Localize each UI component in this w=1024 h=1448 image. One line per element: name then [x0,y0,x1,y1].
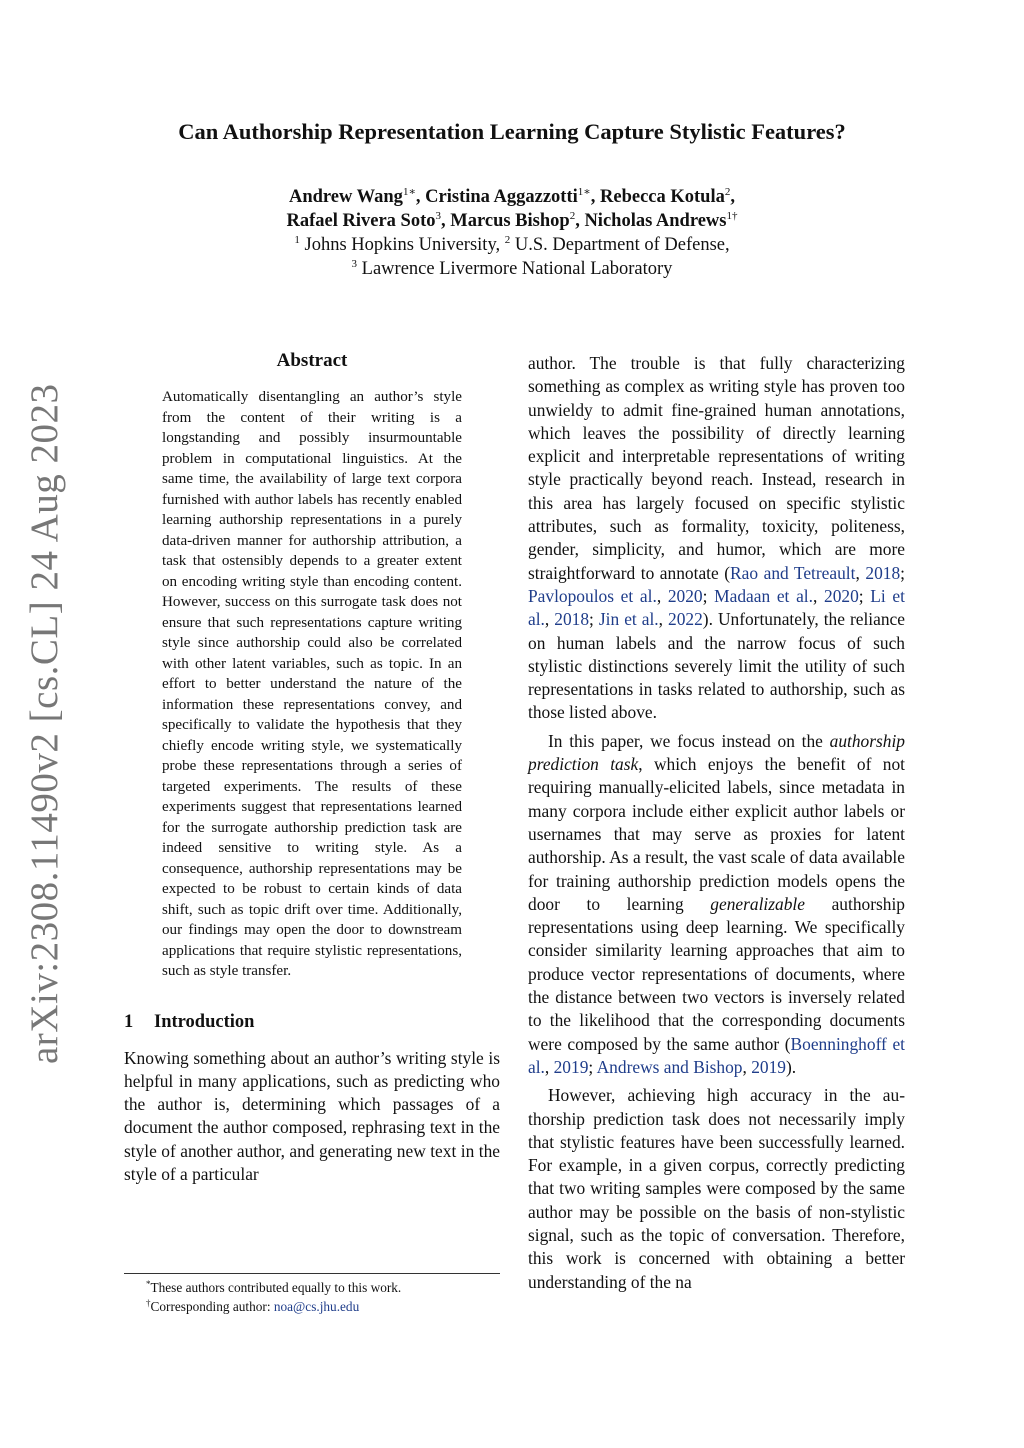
section-number: 1 [124,1011,134,1032]
affiliation-mark: 3 [351,258,358,270]
author-affiliation-mark: 1∗ [402,186,416,198]
intro-paragraph-4: However, achieving high accuracy in the authorship prediction task does not necessarily imply that stylistic features have been successfully learned. For example, in a given corpus, correctly predicting that two writing samples were composed by the same author may be possible on the basis of non-stylistic signal, such as the topic of conversation. Therefore, this work is concerned with obtaining a better understanding of the na [528,1085,905,1292]
affiliation-mark: 1 [294,234,300,246]
affiliation: U.S. Department of Defense, [514,235,730,255]
citation-link[interactable]: Pavlopoulos et al. [528,585,657,606]
author-name: Nicholas Andrews [584,211,727,231]
citation-link[interactable]: 2019 [553,1056,589,1077]
affiliation-line-1 [0,233,1024,257]
affiliation-mark: 2 [504,234,511,246]
author-affiliation-mark: 2 [724,186,731,198]
citation-link[interactable]: Boenninghoff et al. [528,1033,905,1077]
citation-link[interactable]: 2022 [668,609,703,630]
citation-link[interactable]: 2018 [865,562,901,583]
citation-link[interactable]: Madaan et al. [714,585,813,606]
intro-paragraph-1: Knowing something about an author’s writing style is helpful in many applications, such as predicting who the author is, determining which passages of a document the author composed, rephrasing text in the style of another author, and generating new text in the style of a particular [124,1047,500,1184]
intro-paragraph-3: In this paper, we focus instead on the authorship prediction task, which enjoys the benefit of not requiring manually-elicited labels, since metadata in many corpora include either explicit author labels or usernames that may serve as proxies for latent authorship. As a result, the vast scale of data available for training authorship prediction models opens the door to learning generalizable authorship representations using deep learning. We specifically consider similarity learning approaches that aim to produce vector representations of documents, where the distance between two vectors is inversely related to the likelihood that the corresponding documents were composed by the same author (Boenninghoff et al., 2019; Andrews and Bishop, 2019). [528,730,905,1077]
citation-link[interactable]: Rao and Tetreault [730,562,856,583]
abstract-text: Automatically disentangling an author’s style from the content of their writing is a longstanding and possibly insurmountable problem in computational linguistics. At the same time, the availability of large text corpora furnished with author labels has recently enabled learning authorship representations in a purely data-driven manner for authorship attribution, a task that ostensibly depends to a greater extent on encoding writing style than encoding content. However, success on this surrogate task does not ensure that such representations capture writing style since authorship could also be correlated with other latent variables, such as topic. In an effort to better understand the nature of the information these representations convey, and specifically to validate the hypothesis that they chiefly encode writing style, we systematically probe these representations through a series of targeted experiments. The results of these experiments suggest that representations learned for the surrogate authorship prediction task are indeed sensitive to writing style. As a consequence, authorship representations may be expected to be robust to certain kinds of data shift, such as topic drift over time. Additionally, our findings may open the door to downstream applications that require stylistic representations, such as style transfer. [162,389,462,979]
right-column [528,352,905,1294]
affiliation: Johns Hopkins University, [304,235,501,255]
citation-link[interactable]: Jin et al. [598,609,659,630]
abstract-heading: Abstract [276,350,348,371]
author-affiliation-mark: 2 [569,210,576,222]
author-affiliation-mark: 3 [435,210,442,222]
citation-link[interactable]: 2020 [824,585,859,606]
intro-paragraph-2: author. The trouble is that fully characterizing something as complex as writing style has proven too unwieldy to admit fine-grained human annotations, which leaves the possibility of directly learning explicit and interpretable representations of writing style practically beyond reach. Instead, research in this area has largely focused on specific stylistic attributes, such as formality, toxicity, politeness, gender, simplicity, and humor, which are more straightforward to annotate (Rao and Tetreault, 2018; Pavlopoulos et al., 2020; Madaan et al., 2020; Li et al., 2018; Jin et al., 2022). Unfortunately, the reliance on human labels and the narrow focus of such stylistic distinctions severely limit the utility of such representations in tasks related to authorship, such as those listed above. [528,353,905,723]
section-heading-introduction [124,1012,500,1033]
author-line-1: Andrew Wang$^{1∗}$, Cristina Aggazzotti$^{1∗}$, Rebecca Kotula$^2$, [288,186,735,207]
citation-link[interactable]: 2020 [667,585,703,606]
citation-link[interactable]: 2019 [751,1056,786,1077]
author-name: Rafael Rivera Soto [286,211,436,231]
footnote-equal-contribution: *These authors contributed equally to this work. [146,1279,402,1295]
author-name: Marcus Bishop [450,211,570,231]
affiliation: Lawrence Livermore National Laboratory [361,259,673,279]
author-name: Andrew Wang [288,187,403,207]
footnote-mark: * [146,1279,151,1289]
citation-link[interactable]: Andrews and Bishop [596,1056,743,1077]
section-title: Introduction [154,1011,255,1032]
email-link[interactable]: noa@cs.jhu.edu [273,1299,360,1314]
author-block [0,185,1024,281]
left-column [124,350,500,1186]
author-name: Cristina Aggazzotti [425,187,578,207]
citation-link[interactable]: 2018 [554,609,590,630]
author-name: Rebecca Kotula [600,187,725,207]
author-affiliation-mark: 1∗ [577,186,591,198]
arxiv-identifier: arXiv:2308.11490v2 [cs.CL] 24 Aug 2023 [23,383,66,1064]
affiliation-line-2 [0,257,1024,281]
citation-link[interactable]: Li et al. [528,585,905,630]
author-line-2: Rafael Rivera Soto$^3$, Marcus Bishop$^2$, Nicholas Andrews$^{1\dagger}$ [286,210,738,231]
author-affiliation-mark: 1† [726,210,738,222]
footnote-corresponding-author: †Corresponding author: noa@cs.jhu.edu [146,1298,360,1314]
paper-title: Can Authorship Representation Learning Capture Stylistic Features? [178,119,846,144]
footnote-mark: † [146,1298,151,1308]
footnotes [124,1273,500,1316]
